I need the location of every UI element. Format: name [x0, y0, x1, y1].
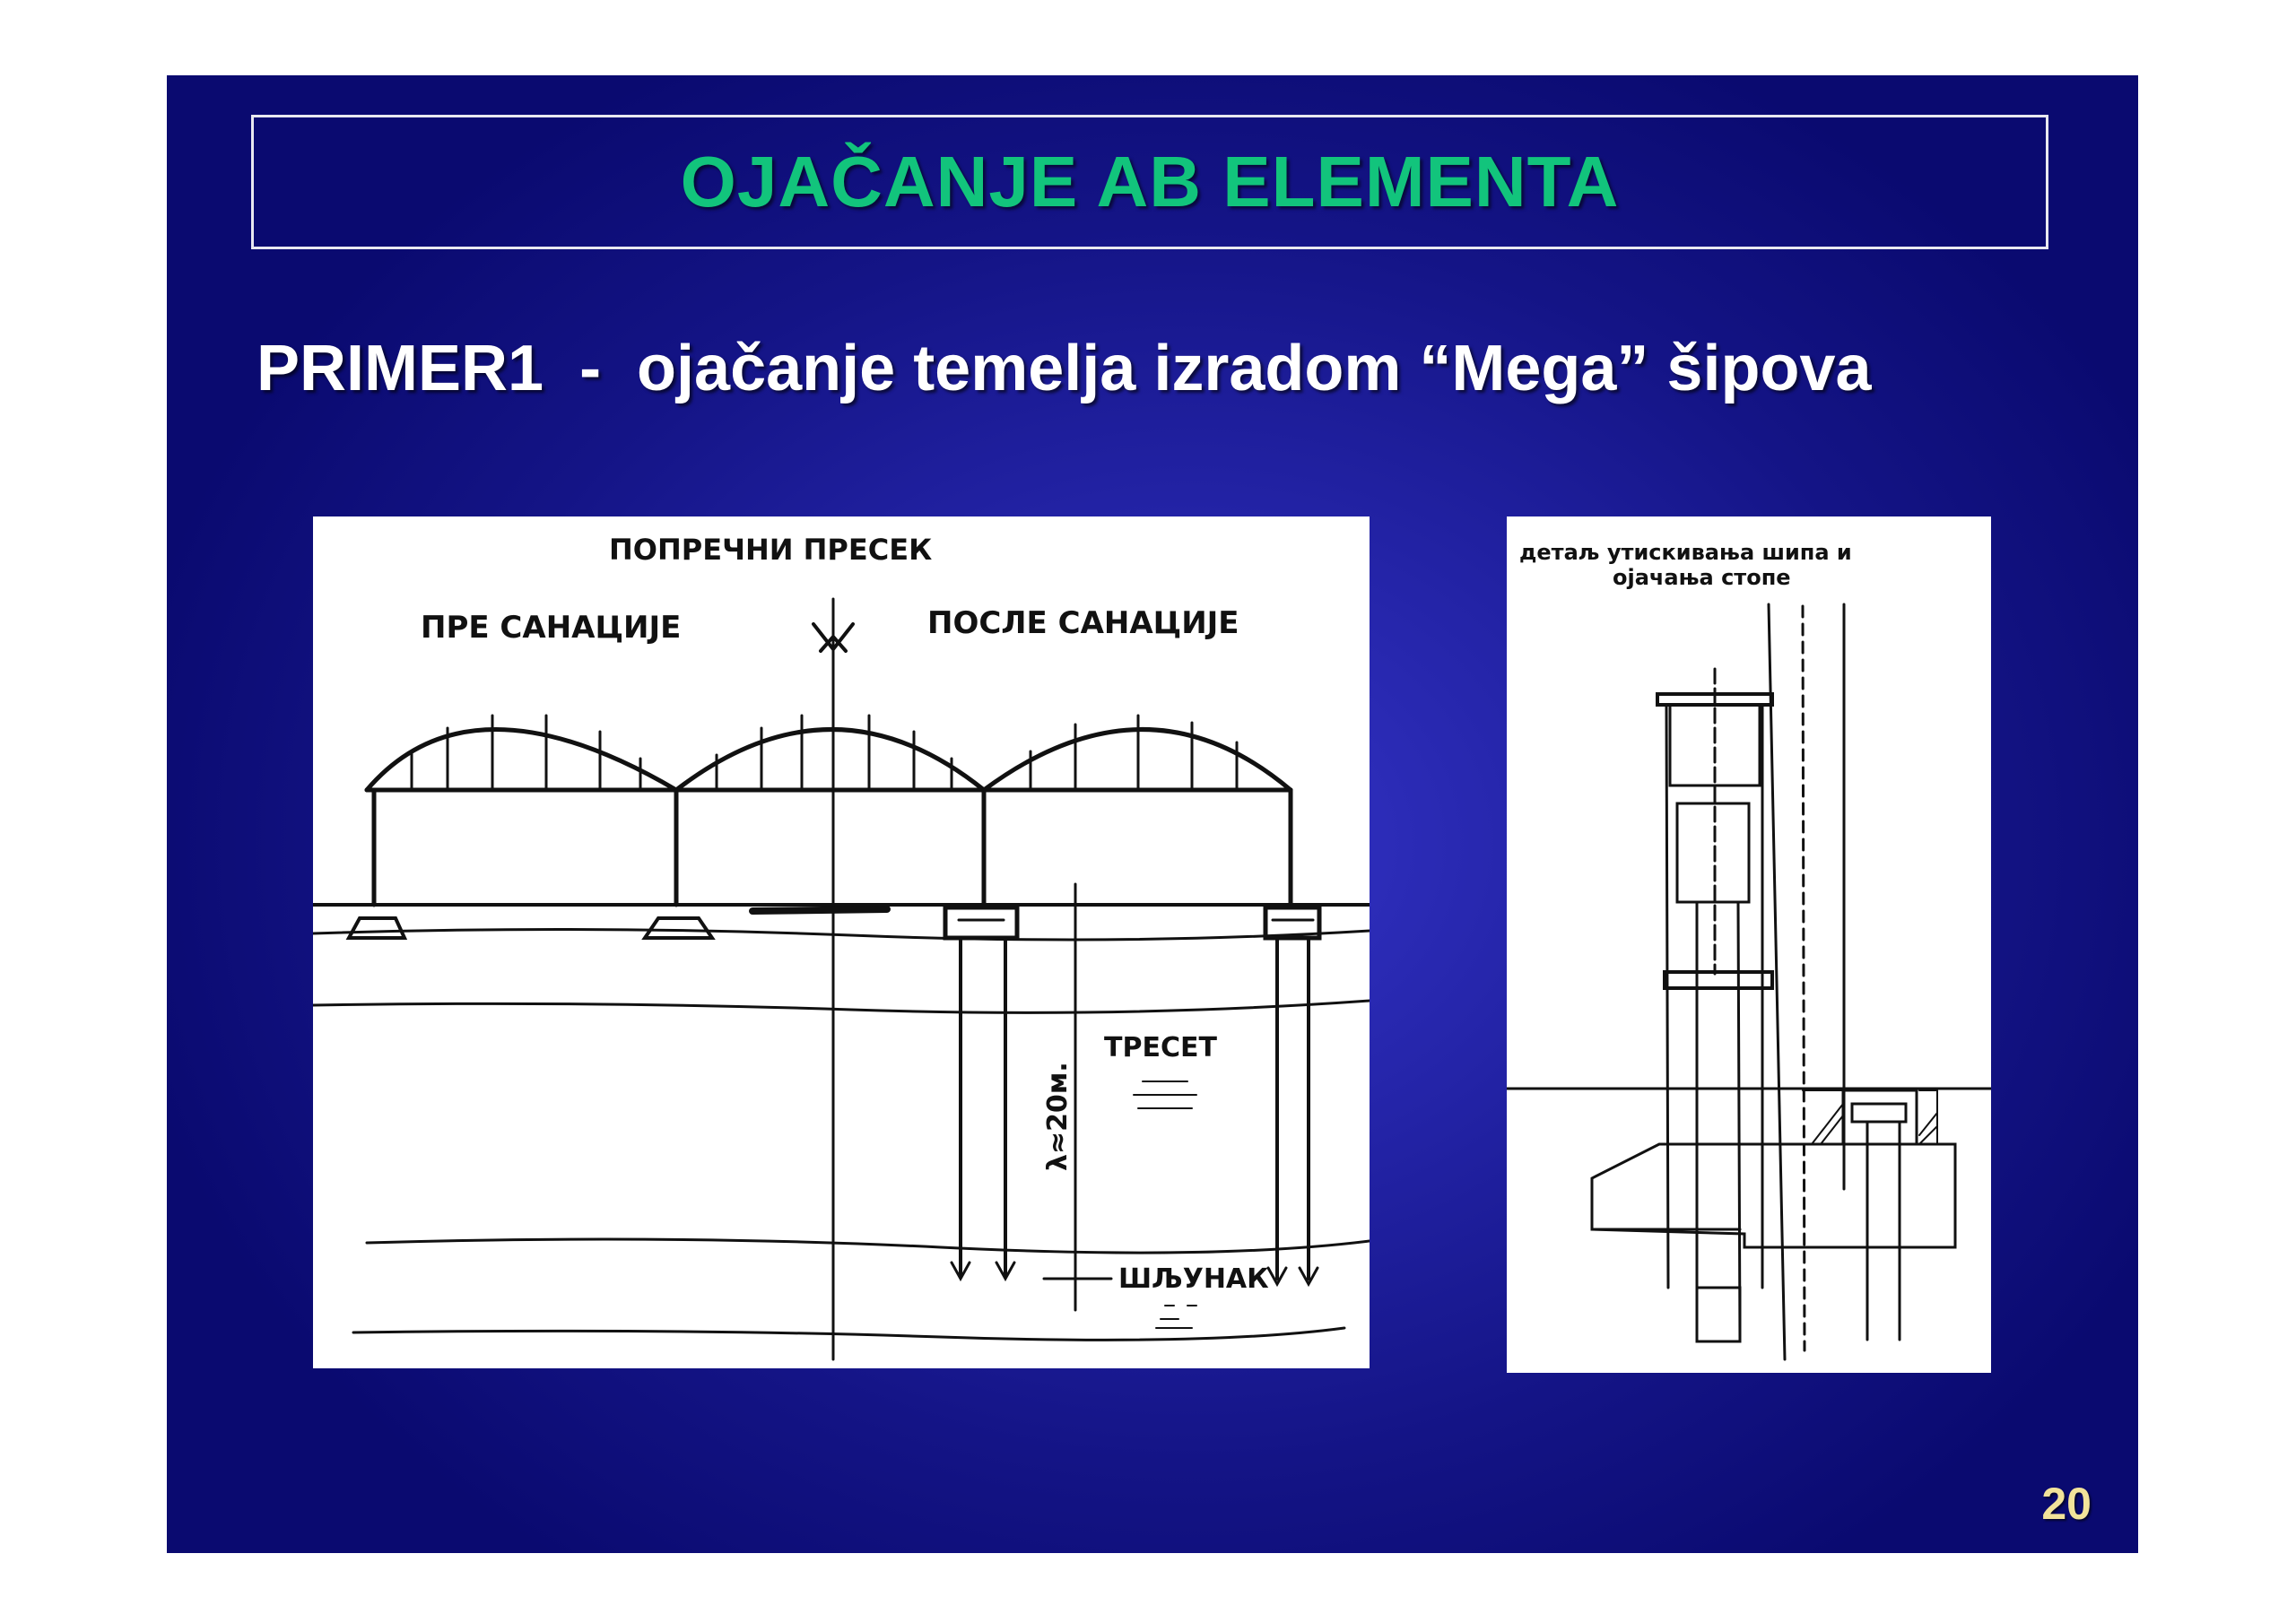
after-repair-label: ПОСЛЕ САНАЦИЈЕ	[927, 605, 1239, 641]
slide-title: OJAČANJE AB ELEMENTA	[680, 142, 1620, 221]
pile-length-label: λ≈20м.	[1042, 1062, 1074, 1171]
page-number: 20	[2041, 1479, 2092, 1529]
cross-section-drawing	[313, 516, 1370, 1368]
pile-detail-drawing	[1507, 516, 1991, 1373]
detail-heading-line2: ојачања стопе	[1613, 565, 1791, 590]
detail-heading-line1: детаљ утискивања шипа и	[1519, 540, 1852, 565]
cross-section-sketch	[313, 516, 1370, 1368]
cross-section-heading: ПОПРЕЧНИ ПРЕСЕК	[609, 533, 933, 567]
before-repair-label: ПРЕ САНАЦИЈЕ	[421, 610, 682, 646]
gravel-layer-label: ШЉУНАК	[1118, 1263, 1269, 1295]
pile-detail-sketch	[1507, 516, 1991, 1373]
slide-subtitle: PRIMER1 - ojačanje temelja izradom “Mega” šipova	[257, 333, 1872, 404]
peat-layer-label: ТРЕСЕТ	[1104, 1032, 1217, 1063]
slide	[167, 75, 2138, 1553]
title-frame	[251, 115, 2048, 249]
